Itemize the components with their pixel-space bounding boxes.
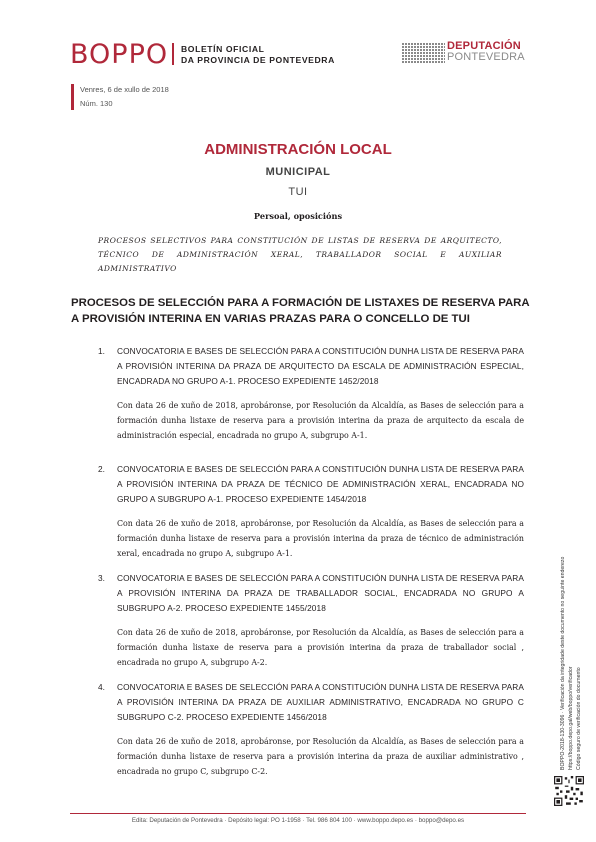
list-item: [98, 462, 524, 561]
footer-divider: [70, 813, 526, 814]
issuer-province: PONTEVEDRA: [447, 51, 525, 63]
footer-text: Edita: Deputación de Pontevedra · Depósito legal: PO 1-1958 · Tel. 986 804 100 · www.boppo.depo.es · boppo@depo.es: [131, 817, 465, 824]
logo-divider: [172, 43, 174, 65]
list-item: [98, 680, 524, 779]
list-item: [98, 344, 524, 443]
item-body: Con data 26 de xuño de 2018, aprobáronse, por Resolución da Alcaldía, as Bases de selección para a formación dunha listaxe de reserva para a provisión interina da praza de arquitecto da escala de administración especial, encadrada no grupo A, subgrupo A-1.: [117, 401, 524, 440]
deputacion-emblem-icon: [402, 42, 445, 63]
issue-number: Núm. 130: [80, 99, 113, 108]
boppo-logo: BOPPO: [70, 39, 169, 70]
bulletin-title-line1: BOLETÍN OFICIAL: [181, 44, 265, 54]
date-accent-bar: [71, 84, 74, 110]
announcement-summary: PROCESOS SELECTIVOS PARA CONSTITUCIÓN DE LISTAS DE RESERVA DE ARQUITECTO, TÉCNICO DE ADMINISTRACIÓN XERAL, TRABALLADOR SOCIAL E AUXILIAR ADMINISTRATIVO: [98, 236, 502, 273]
verification-line1: BOPPO-2018-130-3096 · Verificación da integridade deste documento no seguinte enderezo: [560, 556, 566, 770]
item-number: 4.: [98, 682, 105, 692]
item-body: Con data 26 de xuño de 2018, aprobáronse, por Resolución da Alcaldía, as Bases de selección para a formación dunha listaxe de reserva para a provisión interina da praza de técnico de administración xeral, encadrada no grupo A, subgrupo A-1.: [117, 519, 524, 558]
section-title: ADMINISTRACIÓN LOCAL: [204, 141, 392, 158]
item-body: Con data 26 de xuño de 2018, aprobáronse, por Resolución da Alcaldía, as Bases de selección para a formación dunha listaxe de reserva para a provisión interina da praza de auxiliar administrativo , encadrada no grupo C, subgrupo C-2.: [117, 737, 524, 776]
subsection-title: MUNICIPAL: [265, 166, 331, 178]
item-title: CONVOCATORIA E BASES DE SELECCIÓN PARA A CONSTITUCIÓN DUNHA LISTA DE RESERVA PARA A PROVISIÓN INTERINA DA PRAZA DE TRABALLADOR SOCIAL, ENCADRADA NO GRUPO A SUBGRUPO A-2. PROCESO EXPEDIENTE 1455/2018: [117, 573, 524, 613]
main-heading: PROCESOS DE SELECCIÓN PARA A FORMACIÓN DE LISTAXES DE RESERVA PARA A PROVISIÓN INTERINA EN VARIAS PRAZAS PARA O CONCELLO DE TUI: [71, 297, 530, 325]
item-title: CONVOCATORIA E BASES DE SELECCIÓN PARA A CONSTITUCIÓN DUNHA LISTA DE RESERVA PARA A PROVISIÓN INTERINA DA PRAZA DE ARQUITECTO DA ESCALA DE ADMINISTRACIÓN ESPECIAL, ENCADRADA NO GRUPO A-1. PROCESO EXPEDIENTE 1452/2018: [117, 346, 524, 386]
verification-url[interactable]: https://boppo.depo.gal/web/boppo/verificador: [568, 666, 574, 770]
qr-code-icon: [554, 776, 584, 806]
item-title: CONVOCATORIA E BASES DE SELECCIÓN PARA A CONSTITUCIÓN DUNHA LISTA DE RESERVA PARA A PROVISIÓN INTERINA DA PRAZA DE TÉCNICO DE ADMINISTRACIÓN XERAL, ENCADRADA NO GRUPO A SUBGRUPO A-1. PROCESO EXPEDIENTE 1454/2018: [117, 464, 524, 504]
list-item: [98, 571, 524, 670]
verification-line3: Código seguro de verificación do documento: [576, 667, 582, 770]
item-number: 1.: [98, 346, 105, 356]
issuer-name: DEPUTACIÓN: [447, 40, 521, 52]
verification-side-text: [558, 440, 590, 770]
issue-date: Venres, 6 de xullo de 2018: [80, 85, 169, 94]
item-title: CONVOCATORIA E BASES DE SELECCIÓN PARA A CONSTITUCIÓN DUNHA LISTA DE RESERVA PARA A PROVISIÓN INTERINA DA PRAZA DE AUXILIAR ADMINISTRATIVO, ENCADRADA NO GRUPO C SUBGRUPO C-2. PROCESO EXPEDIENTE 1456/2018: [117, 682, 524, 722]
item-body: Con data 26 de xuño de 2018, aprobáronse, por Resolución da Alcaldía, as Bases de selección para a formación dunha listaxe de reserva para a provisión interina da praza de traballador social , encadrada no grupo A, subgrupo A-2.: [117, 628, 524, 667]
category-title: Persoal, oposicións: [253, 211, 343, 221]
item-number: 2.: [98, 464, 105, 474]
item-number: 3.: [98, 573, 105, 583]
municipality-name: TUI: [288, 186, 308, 198]
bulletin-title: [181, 44, 335, 66]
bulletin-title-line2: DA PROVINCIA DE PONTEVEDRA: [181, 55, 335, 65]
